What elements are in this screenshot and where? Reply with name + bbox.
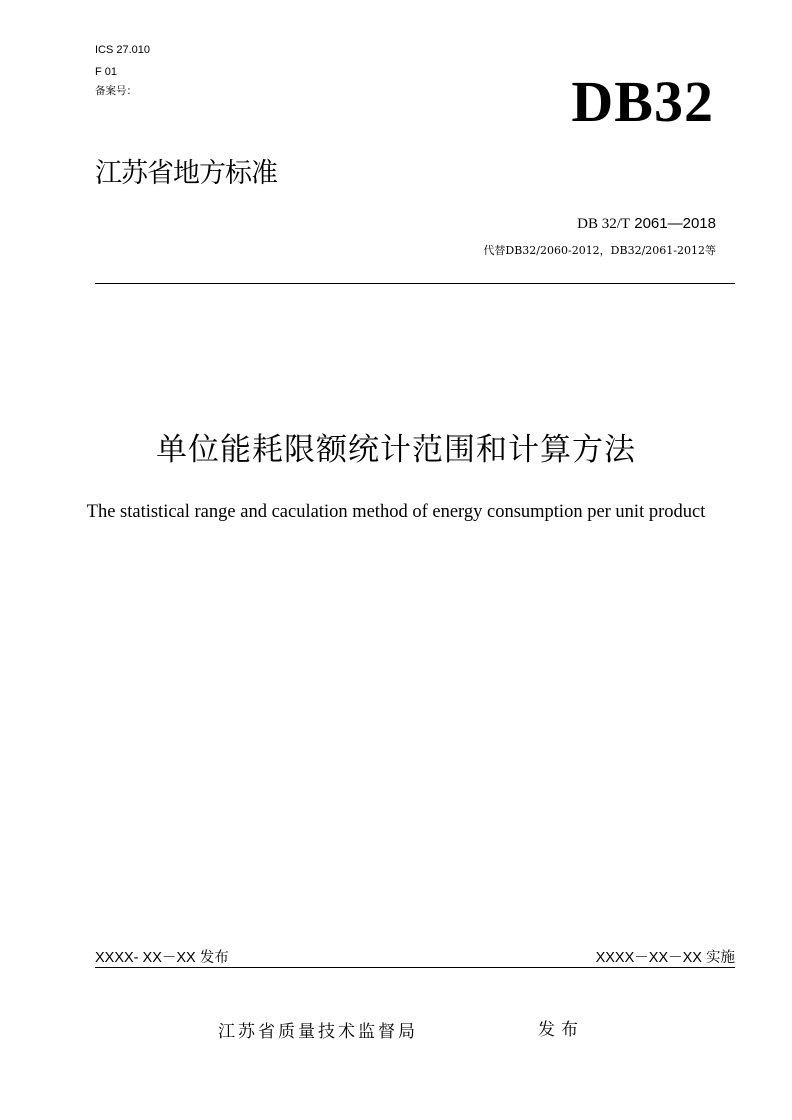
replaces-note: 代替DB32/2060-2012，DB32/2061-2012等 [483, 244, 716, 257]
issue-date: XXXX- XX－XX 发布 [95, 950, 229, 966]
issue-action: 发布 [538, 1020, 584, 1040]
title-chinese: 单位能耗限额统计范围和计算方法 [156, 432, 636, 468]
record-number-label: 备案号： [95, 85, 137, 97]
standard-logo: DB32 [571, 69, 714, 134]
ics-code: ICS 27.010 [95, 44, 151, 56]
implementation-date: XXXX－XX－XX 实施 [595, 950, 735, 966]
bottom-divider [95, 967, 735, 968]
standard-number-prefix: DB 32/T [577, 216, 631, 232]
issuing-authority: 江苏省质量技术监督局 [218, 1022, 418, 1042]
standard-type: 江苏省地方标准 [95, 158, 277, 189]
top-divider [95, 283, 735, 284]
standard-number [577, 214, 716, 234]
ccs-code: F 01 [95, 66, 118, 78]
title-english: The statistical range and caculation method of energy consumption per unit product [86, 502, 706, 522]
standard-number-value: 2061—2018 [634, 215, 716, 232]
